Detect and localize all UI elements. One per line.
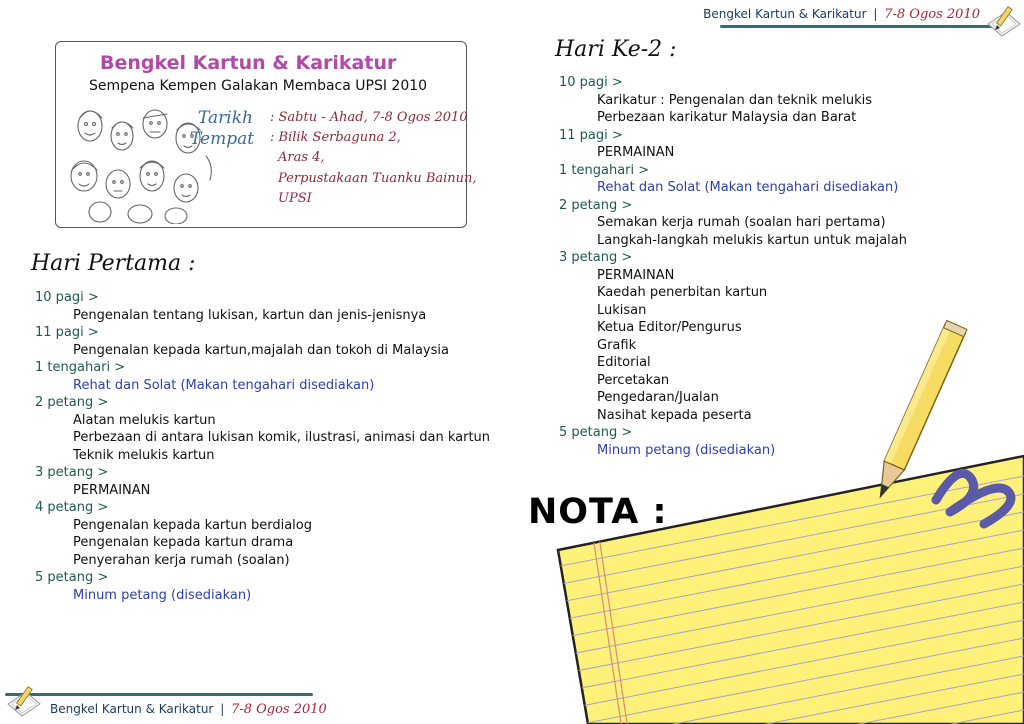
schedule-slot (35, 324, 490, 359)
bottom-divider (5, 693, 313, 696)
slot-time: 10 pagi > (35, 290, 99, 305)
day1-heading: Hari Pertama : (31, 251, 196, 276)
note-label: NOTA : (528, 492, 668, 532)
slot-activity: Grafik (597, 337, 637, 353)
date-value: : Sabtu - Ahad, 7-8 Ogos 2010 (270, 110, 468, 125)
slot-activity: Alatan melukis kartun (73, 412, 216, 428)
slot-activity: PERMAINAN (73, 482, 151, 498)
place-line-1: : Bilik Serbaguna 2, (270, 130, 401, 145)
header-separator: | (873, 7, 878, 21)
slot-activity: Teknik melukis kartun (73, 447, 215, 463)
slot-activity: Karikatur : Pengenalan dan teknik melukis (597, 92, 872, 108)
slot-time: 3 petang > (35, 465, 109, 480)
date-label: Tarikh (198, 108, 253, 128)
day2-heading: Hari Ke-2 : (555, 37, 677, 62)
top-header (703, 7, 980, 22)
pencil-paper-icon (986, 4, 1022, 38)
schedule-slot (559, 127, 907, 162)
slot-activity: Ketua Editor/Pengurus (597, 320, 742, 335)
place-line-2: Aras 4, (278, 150, 325, 165)
slot-activity: Lukisan (597, 302, 647, 318)
slot-activity: Perbezaan di antara lukisan komik, ilustrasi, animasi dan kartun (73, 430, 491, 445)
schedule-slot (559, 74, 907, 127)
slot-activity: Semakan kerja rumah (soalan hari pertama) (597, 215, 886, 230)
slot-time: 4 petang > (35, 500, 109, 515)
slot-activity: Pengenalan kepada kartun,majalah dan tokoh di Malaysia (73, 342, 449, 358)
slot-activity: Pengenalan kepada kartun berdialog (73, 517, 312, 533)
day2-schedule (559, 74, 907, 459)
slot-time: 11 pagi > (35, 325, 99, 340)
slot-activity: Nasihat kepada peserta (597, 407, 752, 423)
card-subtitle: Sempena Kempen Galakan Membaca UPSI 2010 (89, 78, 428, 94)
header-title: Bengkel Kartun & Karikatur (703, 7, 867, 21)
pencil-icon (860, 312, 970, 526)
slot-activity: PERMAINAN (597, 267, 675, 283)
place-label: Tempat (190, 129, 255, 149)
slot-activity: Percetakan (597, 372, 670, 388)
footer-separator: | (220, 702, 225, 716)
slot-activity: Langkah-langkah melukis kartun untuk majalah (597, 232, 907, 248)
slot-activity: Minum petang (disediakan) (73, 587, 252, 603)
schedule-slot (35, 289, 490, 324)
slot-activity: Penyerahan kerja rumah (soalan) (73, 552, 290, 568)
info-card (55, 41, 477, 228)
schedule-slot (35, 569, 490, 604)
schedule-slot (559, 249, 907, 424)
slot-activity: Perbezaan karikatur Malaysia dan Barat (597, 110, 857, 125)
pencil-paper-icon-footer (6, 684, 42, 718)
slot-activity: Pengenalan kepada kartun drama (73, 535, 294, 550)
slot-time: 1 tengahari > (559, 162, 650, 178)
slot-activity: Minum petang (disediakan) (597, 442, 776, 458)
bottom-footer (50, 702, 327, 717)
footer-title: Bengkel Kartun & Karikatur (50, 702, 214, 716)
footer-date: 7-8 Ogos 2010 (231, 702, 327, 717)
slot-activity: Rehat dan Solat (Makan tengahari disediakan) (597, 180, 899, 195)
slot-activity: Rehat dan Solat (Makan tengahari disediakan) (73, 377, 375, 393)
slot-time: 1 tengahari > (35, 360, 126, 375)
slot-time: 5 petang > (559, 425, 633, 440)
cartoon-sketch-icon (60, 96, 220, 224)
card-title: Bengkel Kartun & Karikatur (100, 52, 397, 74)
slot-time: 2 petang > (35, 395, 109, 410)
slot-time: 2 petang > (559, 197, 633, 213)
slot-time: 5 petang > (35, 570, 109, 585)
schedule-slot (35, 499, 490, 569)
slot-time: 10 pagi > (559, 75, 623, 90)
schedule-slot (35, 394, 490, 464)
place-line-4: UPSI (278, 191, 312, 206)
slot-activity: PERMAINAN (597, 145, 675, 160)
schedule-slot (35, 359, 490, 394)
schedule-slot (559, 162, 907, 197)
slot-activity: Editorial (597, 355, 651, 370)
schedule-slot (559, 197, 907, 250)
slot-activity: Pengenalan tentang lukisan, kartun dan jenis-jenisnya (73, 307, 427, 323)
top-divider (720, 25, 995, 28)
day1-schedule (35, 289, 490, 604)
slot-activity: Kaedah penerbitan kartun (597, 285, 768, 300)
schedule-slot (35, 464, 490, 499)
slot-activity: Pengedaran/Jualan (597, 390, 719, 405)
place-line-3: Perpustakaan Tuanku Bainun, (278, 171, 477, 186)
header-date: 7-8 Ogos 2010 (884, 7, 980, 22)
slot-time: 3 petang > (559, 250, 633, 265)
slot-time: 11 pagi > (559, 127, 623, 143)
